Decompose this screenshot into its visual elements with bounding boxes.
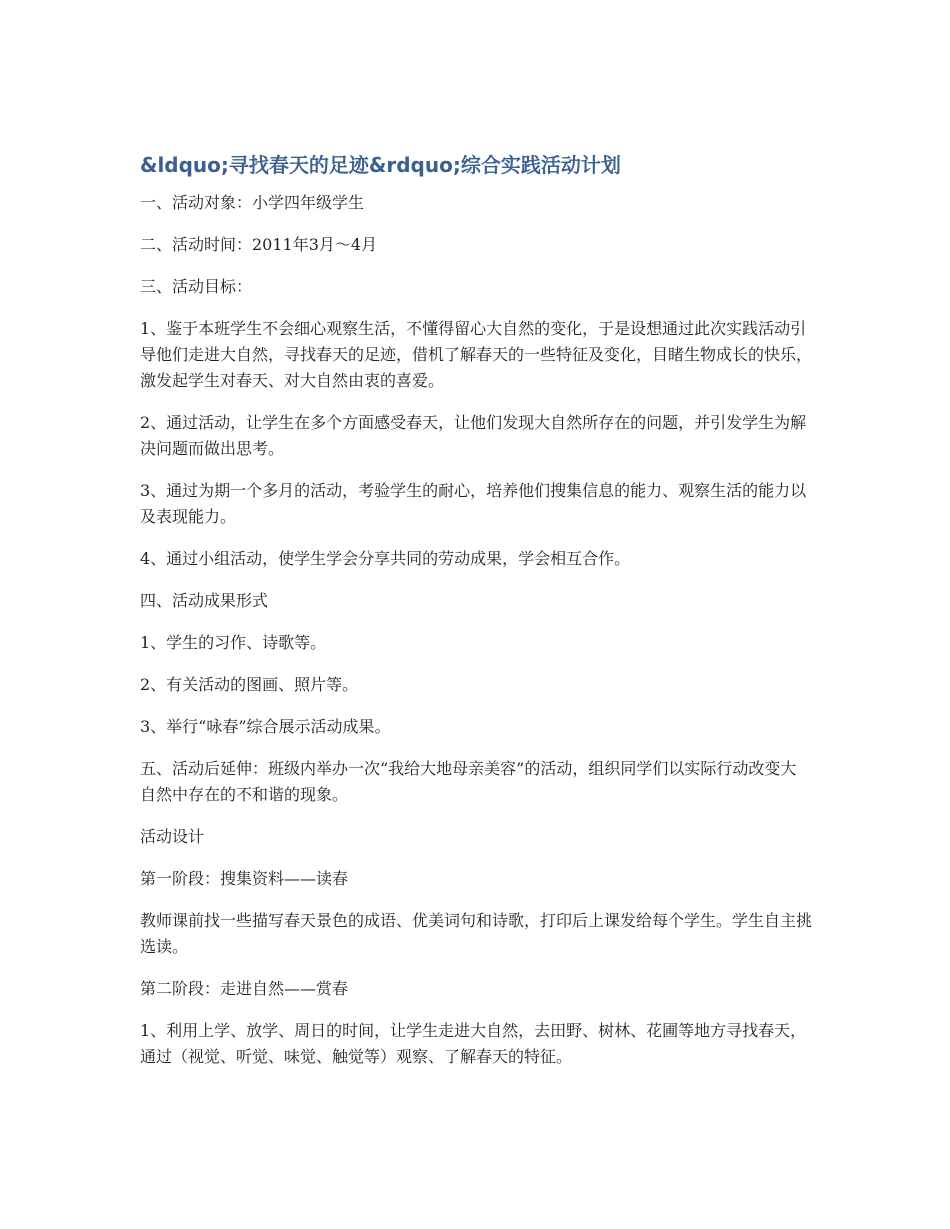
paragraph-stage-2-item-1: 1、利用上学、放学、周日的时间，让学生走进大自然，去田野、树林、花圃等地方寻找春天，通过（视觉、听觉、味觉、触觉等）观察、了解春天的特征。 <box>140 1021 807 1066</box>
paragraph-stage-2-heading: 第二阶段：走进自然——赏春 <box>140 979 349 998</box>
paragraph-design-heading: 活动设计 <box>140 827 205 846</box>
document-page <box>140 150 812 1086</box>
paragraph-stage-1-body: 教师课前找一些描写春天景色的成语、优美词句和诗歌，打印后上课发给每个学生。学生自主挑选读。 <box>140 911 813 956</box>
paragraph-extension: 五、活动后延伸：班级内举办一次“我给大地母亲美容”的活动，组织同学们以实际行动改变大自然中存在的不和谐的现象。 <box>140 759 797 804</box>
paragraph-results-heading: 四、活动成果形式 <box>140 591 269 610</box>
paragraph-goal-3: 3、通过为期一个多月的活动，考验学生的耐心，培养他们搜集信息的能力、观察生活的能力以及表现能力。 <box>140 481 807 526</box>
paragraph-goal-1: 1、鉴于本班学生不会细心观察生活，不懂得留心大自然的变化，于是设想通过此次实践活动引导他们走进大自然，寻找春天的足迹，借机了解春天的一些特征及变化，目睹生物成长的快乐，激发起学生对春天、对大自然由衷的喜爱。 <box>140 319 813 390</box>
paragraph-result-2: 2、有关活动的图画、照片等。 <box>140 675 359 694</box>
paragraph-stage-1-heading: 第一阶段：搜集资料——读春 <box>140 869 349 888</box>
paragraph-target-audience: 一、活动对象：小学四年级学生 <box>140 193 365 212</box>
document-title: &ldquo;寻找春天的足迹&rdquo;综合实践活动计划 <box>140 153 621 177</box>
paragraph-goal-2: 2、通过活动，让学生在多个方面感受春天，让他们发现大自然所存在的问题，并引发学生为解决问题而做出思考。 <box>140 413 807 458</box>
paragraph-result-1: 1、学生的习作、诗歌等。 <box>140 633 327 652</box>
paragraph-activity-time: 二、活动时间：2011年3月～4月 <box>140 235 378 254</box>
paragraph-result-3: 3、举行“咏春”综合展示活动成果。 <box>140 717 391 736</box>
paragraph-goal-4: 4、通过小组活动，使学生学会分享共同的劳动成果，学会相互合作。 <box>140 549 631 568</box>
paragraph-goals-heading: 三、活动目标： <box>140 277 253 296</box>
